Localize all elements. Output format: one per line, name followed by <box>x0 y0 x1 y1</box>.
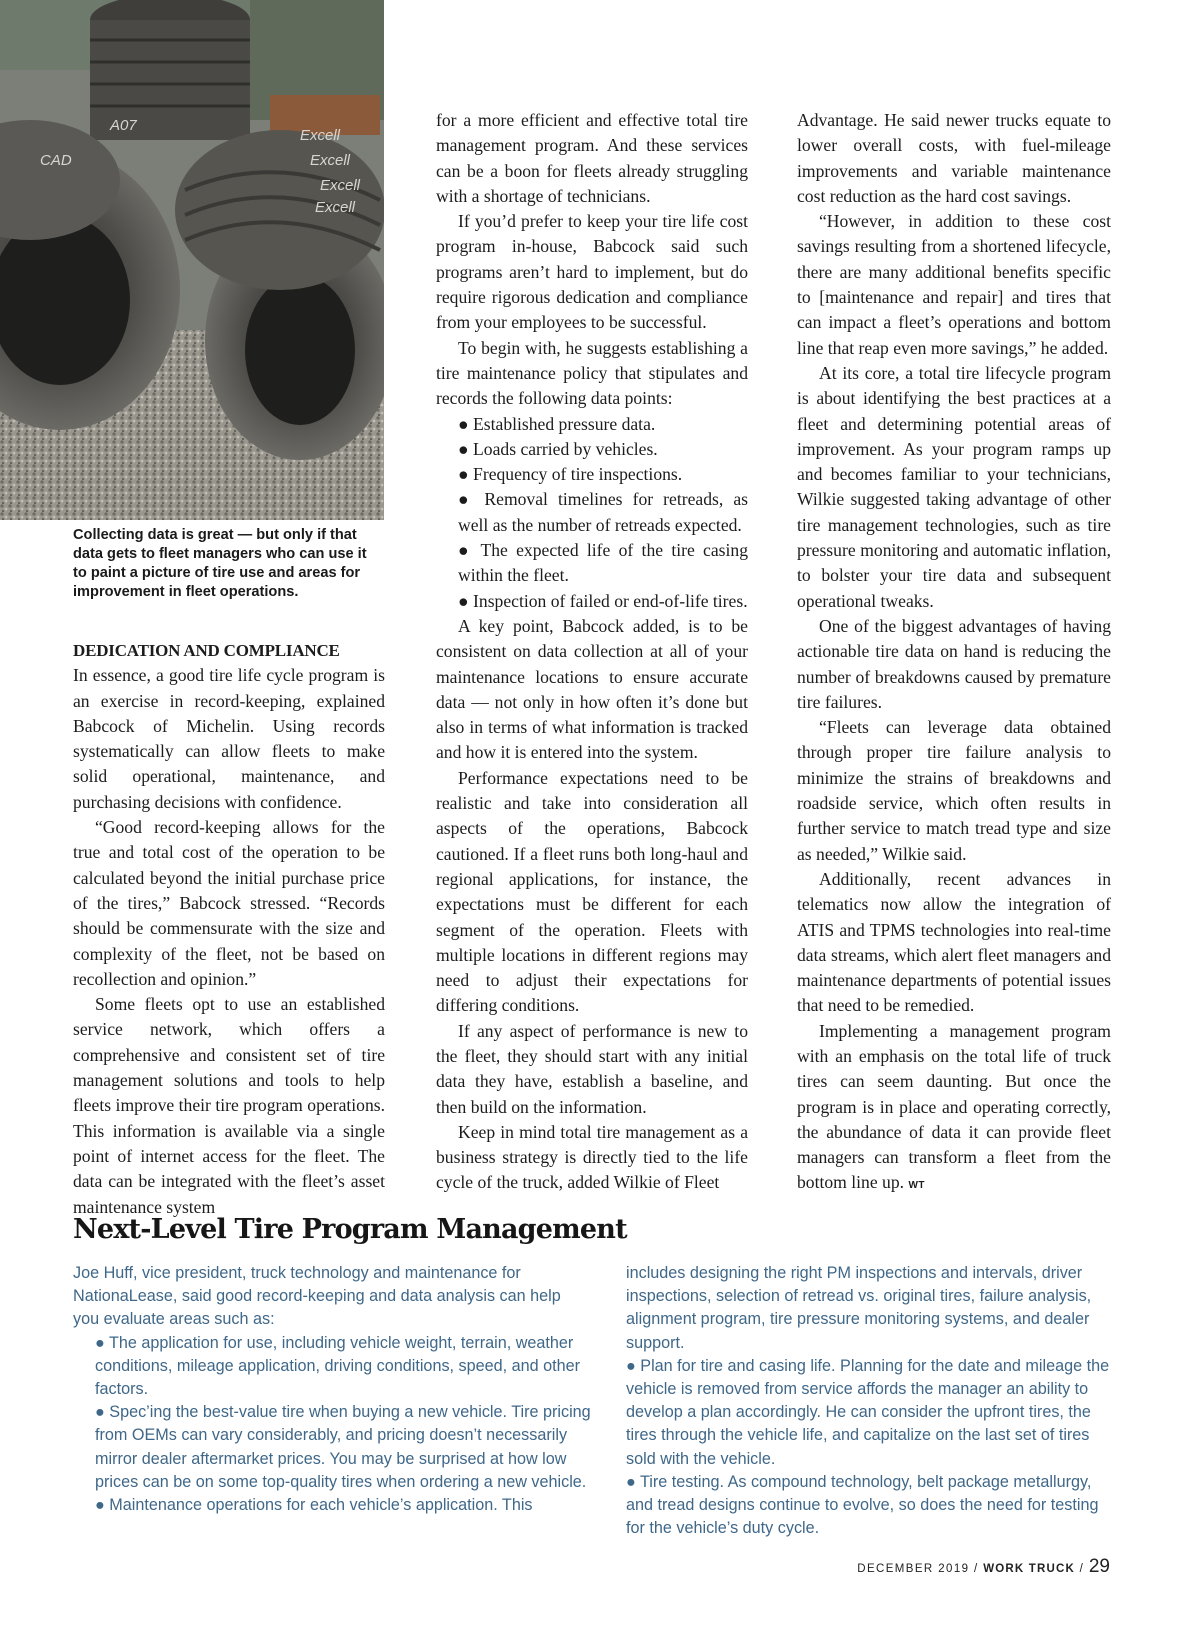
bullet-item: ● Removal timelines for retreads, as well as the number of retreads expected. <box>458 489 748 535</box>
bullet-icon: ● <box>458 438 469 459</box>
sidebar-bullet: ● The application for use, including vehicle weight, terrain, weather conditions, mileage application, driving conditions, speed, and other factors. <box>95 1333 581 1399</box>
section-heading: DEDICATION AND COMPLIANCE <box>73 641 340 660</box>
bullet-icon: ● <box>458 413 469 434</box>
sidebar-bullet: ● Plan for tire and casing life. Planning for the date and mileage the vehicle is removed from service affords the manager an ability to develop a plan accordingly. He can consider the upfront tires, the tires through the vehicle life, and capitalize on the last set of tires sold with the vehicle. <box>626 1356 1110 1468</box>
article-column-1 <box>73 638 385 1220</box>
bullet-item: ● Loads carried by vehicles. <box>458 438 658 459</box>
page-number: 29 <box>1088 1556 1110 1577</box>
body-paragraph: “However, in addition to these cost savings resulting from a shortened lifecycle, there are many additional benefits specific to [maintenance and repair] and tires that can impact a fleet’s operations and bottom line that reap even more savings,” he added. <box>797 211 1111 358</box>
bullet-item: ● Established pressure data. <box>458 413 656 434</box>
article-column-3 <box>797 108 1111 1199</box>
bullet-icon: ● <box>458 464 469 485</box>
body-paragraph: To begin with, he suggests establishing a tire maintenance policy that stipulates and records the following data points: <box>436 337 748 409</box>
bullet-item: ● Inspection of failed or end-of-life tires. <box>458 590 748 611</box>
body-paragraph: If any aspect of performance is new to the fleet, they should start with any initial data they have, establish a baseline, and then build on the information. <box>436 1020 748 1117</box>
bullet-icon: ● <box>458 489 475 510</box>
body-paragraph: Performance expectations need to be realistic and take into consideration all aspects of the operations, Babcock cautioned. If a fleet runs both long-haul and regional applications, for instance, the expectations must be different for each segment of the operation. Fleets with multiple locations in different regions may need to adjust their expectations for differing conditions. <box>436 767 748 1016</box>
bullet-icon: ● <box>95 1333 105 1352</box>
page-footer: DECEMBER 2019 / WORK TRUCK / 29 <box>857 1556 1110 1577</box>
body-paragraph: One of the biggest advantages of having actionable tire data on hand is reducing the number of breakdowns caused by premature tire failures. <box>797 615 1111 712</box>
body-paragraph: A key point, Babcock added, is to be consistent on data collection at all of your maintenance locations to ensure accurate data — not only in how often it’s done but also in terms of what information is tracked and how it is entered into the system. <box>436 615 748 763</box>
bullet-item: ● Frequency of tire inspections. <box>458 464 683 485</box>
sidebar-continuation: includes designing the right PM inspections and intervals, driver inspections, selection of retread vs. original tires, failure analysis, alignment program, tire pressure monitoring systems, and dealer support. <box>626 1264 1092 1352</box>
sidebar-bullet: ● Spec’ing the best-value tire when buying a new vehicle. Tire pricing from OEMs can vary considerably, and pricing doesn’t necessarily mirror dealer aftermarket prices. You may be surprised at how low prices can be on some top-quality tires when ordering a new vehicle. <box>95 1403 591 1491</box>
body-paragraph: “Good record-keeping allows for the true and total cost of the operation to be calculated beyond the initial purchase price of the tires,” Babcock stressed. “Records should be commensurate with the size and complexity of the fleet, not be based on recollection and opinion.” <box>73 817 385 989</box>
magazine-name: WORK TRUCK <box>983 1563 1076 1575</box>
svg-text:Excell: Excell <box>320 177 361 194</box>
photo-caption: Collecting data is great — but only if that data gets to fleet managers who can use it to paint a picture of tire use and areas for improvement in fleet operations. <box>73 527 367 600</box>
bullet-icon: ● <box>458 590 469 611</box>
issue-date: DECEMBER 2019 <box>857 1563 970 1575</box>
bullet-icon: ● <box>626 1472 636 1491</box>
bullet-icon: ● <box>95 1403 105 1422</box>
body-paragraph: Additionally, recent advances in telematics now allow the integration of ATIS and TPMS technologies into real-time data streams, which alert fleet managers and maintenance departments of potential issues that need to be remedied. <box>797 868 1111 1016</box>
body-paragraph: Keep in mind total tire management as a business strategy is directly tied to the life cycle of the truck, added Wilkie of Fleet <box>436 1121 748 1193</box>
svg-text:CAD: CAD <box>40 152 72 169</box>
body-paragraph: for a more efficient and effective total tire management program. And these services can be a boon for fleets already struggling with a shortage of technicians. <box>436 110 748 206</box>
end-mark: WT <box>908 1180 925 1192</box>
bullet-icon: ● <box>95 1496 105 1515</box>
body-paragraph: In essence, a good tire life cycle program is an exercise in record-keeping, explained Babcock of Michelin. Using records systematically can allow fleets to make solid operational, maintenance, and purchasing decisions with confidence. <box>73 665 385 812</box>
bullet-icon: ● <box>458 540 473 561</box>
article-column-2 <box>436 108 748 1196</box>
svg-text:Excell: Excell <box>310 152 351 169</box>
sidebar-right-column <box>626 1262 1112 1540</box>
bullet-item: ● The expected life of the tire casing within the fleet. <box>458 540 748 586</box>
svg-text:A07: A07 <box>110 117 137 134</box>
sidebar-bullet: ● Maintenance operations for each vehicle’s application. This <box>95 1496 533 1515</box>
sidebar-bullet: ● Tire testing. As compound technology, belt package metallurgy, and tread designs continue to evolve, so does the need for testing for the vehicle’s duty cycle. <box>626 1472 1099 1538</box>
body-paragraph: If you’d prefer to keep your tire life cost program in-house, Babcock said such programs aren’t hard to implement, but do require rigorous dedication and compliance from your employees to be successful. <box>436 211 748 333</box>
body-paragraph: “Fleets can leverage data obtained through proper tire failure analysis to minimize the strains of breakdowns and roadside service, which often results in further service to match tread type and size as needed,” Wilkie said. <box>797 717 1111 864</box>
stacked-used-truck-tires-photo-icon <box>0 0 384 520</box>
body-paragraph: At its core, a total tire lifecycle program is about identifying the best practices at a fleet and determining potential areas of improvement. As your program ramps up and becomes familiar to your technicians, Wilkie suggested taking advantage of other tire management technologies, such as tire pressure monitoring and automatic inflation, to bolster your tire data and subsequent operational tweaks. <box>797 362 1111 611</box>
body-paragraph: Implementing a management program with an emphasis on the total life of truck tires can seem daunting. But once the program is in place and operating correctly, the abundance of data it can provide fleet managers can transform a fleet from the bottom line up. WT <box>797 1020 1111 1193</box>
sidebar-title: Next-Level Tire Program Management <box>73 1214 627 1245</box>
svg-text:Excell: Excell <box>315 199 356 216</box>
sidebar-intro: Joe Huff, vice president, truck technology and maintenance for NationaLease, said good record-keeping and data analysis can help you evaluate areas such as: <box>73 1264 561 1329</box>
tire-stack-photo <box>0 0 384 520</box>
body-paragraph: Some fleets opt to use an established service network, which offers a comprehensive and consistent set of tire management solutions and tools to help fleets improve their tire program operations. This information is available via a single point of internet access for the fleet. The data can be integrated with the fleet’s asset maintenance system <box>73 994 385 1217</box>
svg-text:Excell: Excell <box>300 127 341 144</box>
bullet-icon: ● <box>626 1356 636 1375</box>
body-paragraph: Advantage. He said newer trucks equate to lower overall costs, with fuel-mileage improvements and variable maintenance cost reduction as the hard cost savings. <box>797 110 1111 206</box>
sidebar-left-column <box>73 1262 591 1517</box>
